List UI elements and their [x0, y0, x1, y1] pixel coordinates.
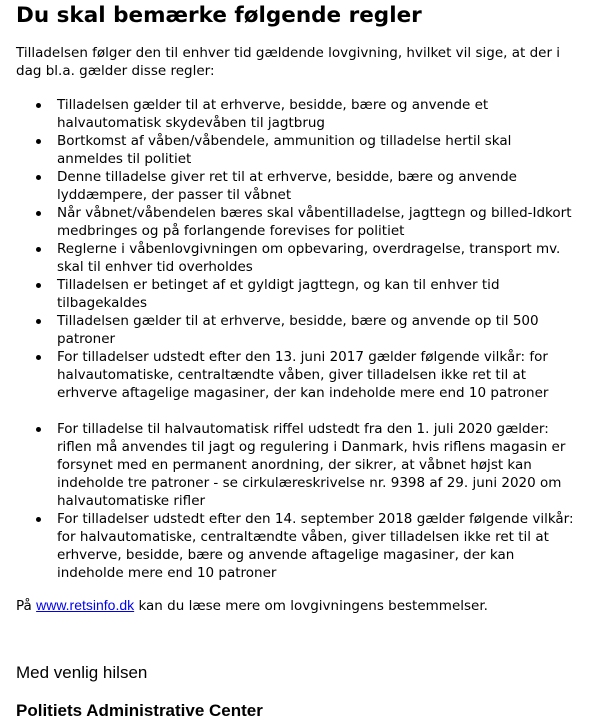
list-item: Bortkomst af våben/våbendele, ammunition og tilladelse hertil skal anmeldes til politiet: [34, 132, 579, 168]
intro-paragraph: Tilladelsen følger den til enhver tid gældende lovgivning, hvilket vil sige, at der i dag bl.a. gælder disse regler:: [16, 45, 561, 79]
sender-name: Politiets Administrative Center: [16, 701, 263, 720]
list-item: For tilladelser udstedt efter den 14. september 2018 gælder følgende vilkår: for halvautomatiske, centraltændte våben, giver tilladelsen ikke ret til at erhverve, besidde, bære og anvende aftagelige magasiner, der kan indeholde mere end 10 patroner: [34, 510, 579, 582]
list-item: Tilladelsen gælder til at erhverve, besidde, bære og anvende op til 500 patroner: [34, 312, 579, 348]
list-item: For tilladelse til halvautomatisk riffel udstedt fra den 1. juli 2020 gælder: riflen må anvendes til jagt og regulering i Danmark, hvis riflens magasin er forsynet med en permanent anordning, der sikrer, at våbnet højst kan indeholde tre patroner - se cirkulæreskrivelse nr. 9398 af 29. juni 2020 om halvautomatiske rifler: [34, 420, 579, 510]
list-item: Tilladelsen er betinget af et gyldigt jagttegn, og kan til enhver tid tilbagekaldes: [34, 276, 579, 312]
list-item: For tilladelser udstedt efter den 13. juni 2017 gælder følgende vilkår: for halvautomatiske, centraltændte våben, giver tilladelsen ikke ret til at erhverve aftagelige magasiner, der kan indeholde mere end 10 patroner: [34, 348, 579, 402]
list-item: Reglerne i våbenlovgivningen om opbevaring, overdragelse, transport mv. skal til enhver tid overholdes: [34, 240, 579, 276]
list-item: Denne tilladelse giver ret til at erhverve, besidde, bære og anvende lyddæmpere, der passer til våbnet: [34, 168, 579, 204]
info-suffix: kan du læse mere om lovgivningens bestemmelser.: [134, 598, 488, 614]
info-paragraph: [16, 596, 581, 615]
closing-greeting: Med venlig hilsen: [16, 663, 148, 682]
retsinfo-link[interactable]: www.retsinfo.dk: [36, 597, 135, 613]
page-title: Du skal bemærke følgende regler: [16, 3, 422, 28]
rules-list: [34, 96, 579, 582]
info-prefix: På: [16, 598, 37, 614]
list-item: Tilladelsen gælder til at erhverve, besidde, bære og anvende et halvautomatisk skydevåben til jagtbrug: [34, 96, 579, 132]
list-item: Når våbnet/våbendelen bæres skal våbentilladelse, jagttegn og billed-Idkort medbringes og på forlangende forevises for politiet: [34, 204, 579, 240]
